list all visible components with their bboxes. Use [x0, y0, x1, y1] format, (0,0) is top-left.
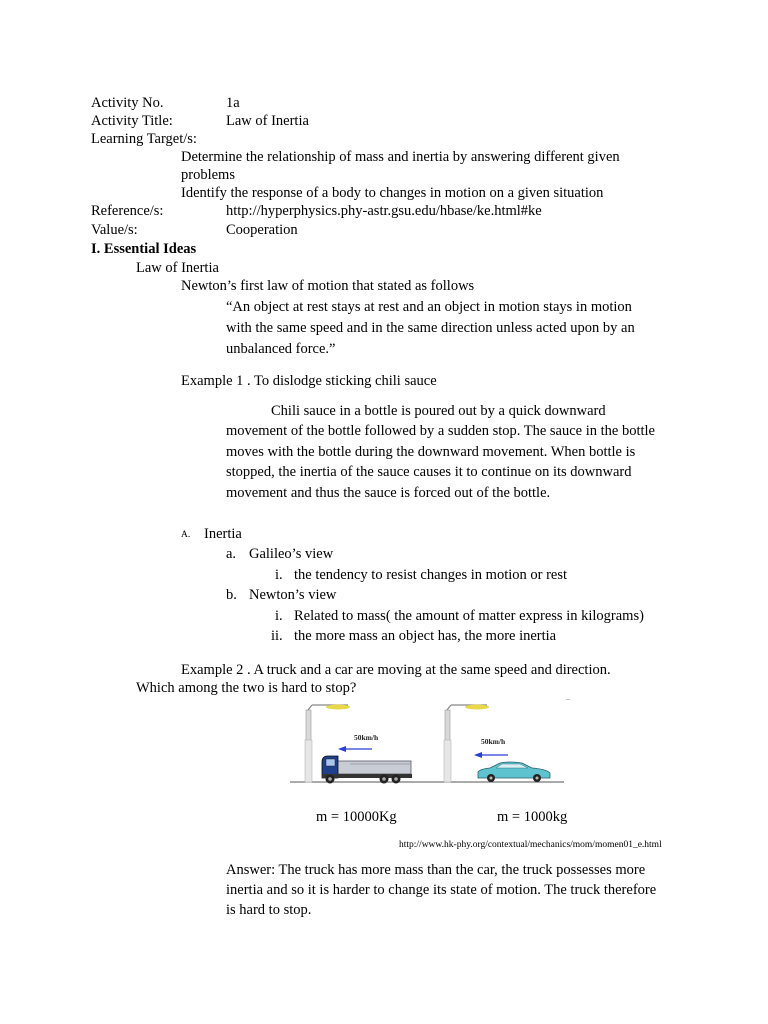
outline-a-label: Inertia: [204, 526, 242, 542]
truck-arrow-icon: [338, 746, 372, 752]
activity-title-label: Activity Title:: [91, 113, 173, 129]
car-icon: [478, 762, 550, 782]
quote-line3: unbalanced force.”: [226, 341, 336, 357]
answer-line1: Answer: The truck has more mass than the car, the truck possesses more: [226, 862, 646, 878]
values-label: Value/s:: [91, 222, 138, 238]
truck-car-illustration: [288, 700, 578, 790]
values-value: Cooperation: [226, 222, 298, 238]
outline-a1-i-label: the tendency to resist changes in motion or rest: [294, 567, 568, 583]
answer-line3: is hard to stop.: [226, 902, 312, 918]
section-intro: Newton’s first law of motion that stated as follows: [181, 278, 475, 294]
outline-a-marker: A.: [181, 530, 191, 540]
truck-icon: [322, 756, 412, 784]
example1-line1: Chili sauce in a bottle is poured out by a quick downward: [271, 403, 606, 419]
example2-title-line2: Which among the two is hard to stop?: [136, 680, 357, 696]
reference-value: http://hyperphysics.phy-astr.gsu.edu/hbase/ke.html#ke: [226, 203, 542, 219]
outline-a1-marker: a.: [226, 546, 237, 562]
target-1-line1: Determine the relationship of mass and inertia by answering different given: [181, 149, 620, 165]
outline-a1-label: Galileo’s view: [249, 546, 334, 562]
outline-a2-label: Newton’s view: [249, 587, 337, 603]
example2-title-line1: Example 2 . A truck and a car are moving at the same speed and direction.: [181, 662, 611, 678]
outline-a2-marker: b.: [226, 587, 237, 603]
truck-speed-label: 50km/h: [354, 733, 379, 742]
section-subheading: Law of Inertia: [136, 260, 219, 276]
example1-line5: movement and thus the sauce is forced out of the bottle.: [226, 485, 551, 501]
target-1-line2: problems: [181, 167, 235, 183]
activity-title-value: Law of Inertia: [226, 113, 309, 129]
outline-a2-i-marker: i.: [275, 608, 283, 624]
example1-line3: moves with the bottle during the downward movement. When bottle is: [226, 444, 636, 460]
example1-line4: stopped, the inertia of the sauce causes it to continue on its downward: [226, 464, 632, 480]
outline-a2-i-label: Related to mass( the amount of matter express in kilograms): [294, 608, 644, 624]
car-arrow-icon: [474, 752, 508, 758]
activity-no-value: 1a: [226, 95, 240, 111]
figure-mark: –: [566, 694, 570, 703]
activity-no-label: Activity No.: [91, 95, 164, 111]
quote-line1: “An object at rest stays at rest and an object in motion stays in motion: [226, 299, 632, 315]
reference-label: Reference/s:: [91, 203, 164, 219]
outline-a2-ii-marker: ii.: [271, 628, 283, 644]
answer-line2: inertia and so it is harder to change its state of motion. The truck therefore: [226, 882, 657, 898]
outline-a2-ii-label: the more mass an object has, the more inertia: [294, 628, 557, 644]
target-2: Identify the response of a body to changes in motion on a given situation: [181, 185, 604, 201]
quote-line2: with the same speed and in the same direction unless acted upon by an: [226, 320, 635, 336]
outline-a1-i-marker: i.: [275, 567, 283, 583]
car-speed-label: 50km/h: [481, 737, 506, 746]
learning-targets-label: Learning Target/s:: [91, 131, 197, 147]
example1-line2: movement of the bottle followed by a sudden stop. The sauce in the bottle: [226, 423, 655, 439]
example1-title: Example 1 . To dislodge sticking chili sauce: [181, 373, 437, 389]
section-heading: I. Essential Ideas: [91, 241, 197, 257]
figure-source: http://www.hk-phy.org/contextual/mechanics/mom/momen01_e.html: [399, 840, 662, 850]
car-mass: m = 1000kg: [497, 809, 568, 825]
truck-mass: m = 10000Kg: [316, 809, 397, 825]
